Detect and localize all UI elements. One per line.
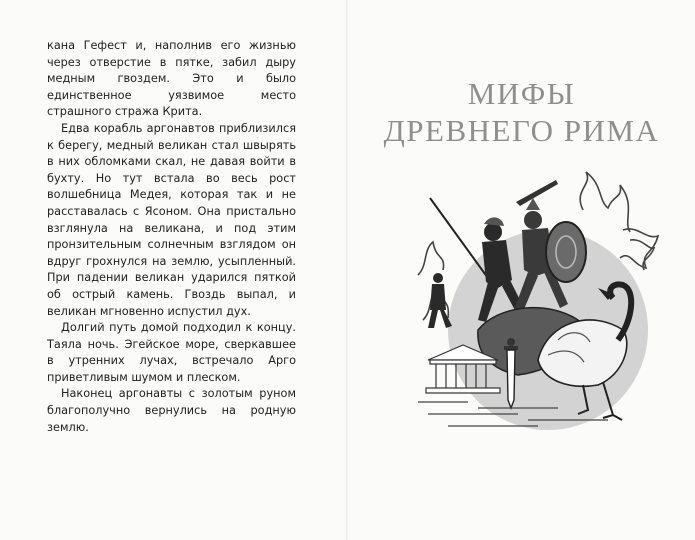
paragraph: Долгий путь домой подходил к концу. Таяла ночь. Эгейское море, сверкавшее в утренних лучах, встречало Арго приветливым шумом и плеском. — [47, 321, 296, 384]
paragraph: Наконец аргонавты с золотым руном благополучно вернулись на родную землю. — [47, 387, 296, 434]
left-page — [0, 0, 346, 540]
sword-icon — [516, 180, 558, 206]
spear-icon — [430, 198, 493, 285]
paragraph: кана Гефест и, наполнив его жизнью через отверстие в пятке, забил дыру медным гвоздем. Это и было единственное уязвимое место страшного стража Крита. — [47, 39, 296, 119]
paragraph: Едва корабль аргонавтов приблизился к берегу, медный великан стал швырять в них обломками скал, не давая войти в бухту. Но тут встала во весь рост волшебница Медея, которая так и не расставалась с Ясоном. Она пристально взглянула на великана, и под этим пронзительным солнечным взглядом он вдруг грохнулся на землю, усыпленный. При падении великан ударился пяткой об острый камень. Гвоздь выпал, и великан мгновенно испустил дух. — [47, 121, 296, 318]
shield-icon — [546, 222, 586, 282]
section-title-line1: МИФЫ — [467, 76, 576, 111]
small-figure — [428, 273, 452, 328]
story-text — [47, 38, 296, 436]
warriors-illustration — [408, 170, 668, 438]
right-page — [348, 0, 695, 540]
section-title-line2: ДРЕВНЕГО РИМА — [383, 113, 660, 148]
